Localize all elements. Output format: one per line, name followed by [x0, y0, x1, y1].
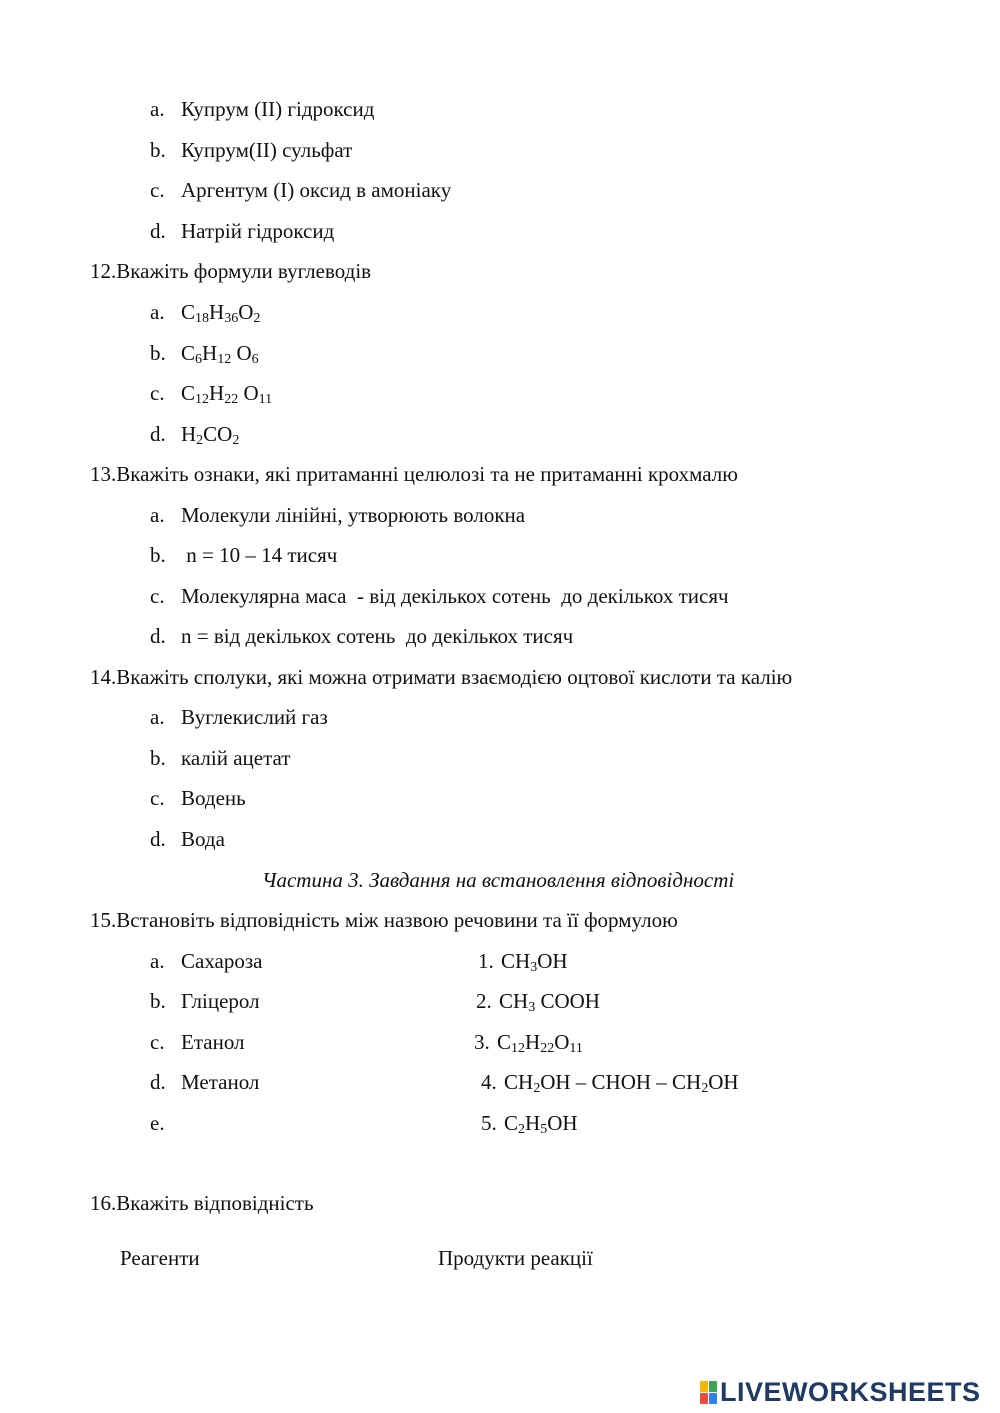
logo-mark-square — [700, 1381, 708, 1392]
formula-subscript: 11 — [569, 1041, 583, 1056]
logo-mark-icon — [700, 1381, 716, 1403]
option-text: Вода — [181, 827, 225, 851]
option-text: Натрій гідроксид — [181, 219, 335, 243]
option-letter: b. — [150, 543, 166, 567]
option-letter: a. — [150, 300, 165, 324]
formula — [499, 989, 600, 1015]
formula-subscript: 2 — [701, 1081, 709, 1096]
formula-subscript: 6 — [195, 352, 203, 367]
q16-column-products: Продукти реакції — [438, 1246, 593, 1270]
formula-number: 3. — [474, 1030, 495, 1054]
formula-subscript: 12 — [511, 1041, 526, 1056]
option-letter: b. — [150, 138, 166, 162]
q12-title: 12.Вкажіть формули вуглеводів — [90, 259, 372, 283]
formula-subscript: 22 — [540, 1041, 555, 1056]
option-letter: d. — [150, 624, 166, 648]
q16-column-reagents: Реагенти — [120, 1246, 200, 1270]
formula-subscript: 18 — [195, 311, 210, 326]
formula-subscript: 22 — [224, 392, 239, 407]
formula-part: OH — [708, 1070, 739, 1094]
formula-number: 2. — [476, 989, 497, 1013]
formula — [497, 1030, 583, 1056]
formula-part: CH — [501, 949, 531, 973]
logo-text: LIVEWORKSHEETS — [720, 1376, 981, 1407]
q16-title: 16.Вкажіть відповідність — [90, 1191, 314, 1215]
formula-part: OH — [547, 1111, 578, 1135]
option-letter: a. — [150, 949, 165, 973]
option-letter: b. — [150, 746, 166, 770]
formula-subscript: 12 — [217, 352, 232, 367]
formula-part: H — [202, 341, 218, 365]
formula — [181, 341, 259, 367]
formula-part: H — [209, 300, 225, 324]
option-letter: e. — [150, 1111, 165, 1135]
option-letter: c. — [150, 786, 165, 810]
formula-part: OH — [537, 949, 568, 973]
option-letter: c. — [150, 1030, 165, 1054]
formula-number: 5. — [481, 1111, 502, 1135]
option-text: Вуглекислий газ — [181, 705, 328, 729]
formula-part: CO — [203, 422, 233, 446]
formula-part: COOH — [535, 989, 600, 1013]
formula-number: 4. — [481, 1070, 502, 1094]
option-text: Молекулярна маса - від декількох сотень до декількох тисяч — [181, 584, 729, 608]
formula-part: H — [209, 381, 225, 405]
part3-heading: Частина 3. Завдання на встановлення відповідності — [262, 868, 735, 892]
formula-subscript: 2 — [518, 1122, 526, 1137]
formula-part: O — [238, 381, 259, 405]
option-text: Водень — [181, 786, 246, 810]
formula-part: C — [504, 1111, 519, 1135]
formula-subscript: 2 — [196, 433, 204, 448]
option-letter: b. — [150, 341, 166, 365]
formula-subscript: 2 — [533, 1081, 541, 1096]
formula-part: O — [231, 341, 252, 365]
option-text: n = від декількох сотень до декількох тисяч — [181, 624, 574, 648]
logo-mark-square — [709, 1393, 717, 1404]
option-letter: c. — [150, 381, 165, 405]
logo-mark-square — [709, 1381, 717, 1392]
formula-number: 1. — [478, 949, 499, 973]
option-letter: d. — [150, 422, 166, 446]
formula-part: H — [525, 1111, 541, 1135]
formula — [501, 949, 568, 975]
option-letter: d. — [150, 1070, 166, 1094]
q15-title: 15.Встановіть відповідність між назвою речовини та її формулою — [90, 908, 678, 932]
formula-part: OH – CHOH – CH — [540, 1070, 702, 1094]
option-text: Купрум (II) гідроксид — [181, 97, 375, 121]
formula-part: O — [554, 1030, 570, 1054]
option-letter: b. — [150, 989, 166, 1013]
q13-title: 13.Вкажіть ознаки, які притаманні целюлозі та не притаманні крохмалю — [90, 462, 738, 486]
formula-part: C — [181, 381, 196, 405]
formula-subscript: 12 — [195, 392, 210, 407]
option-letter: a. — [150, 97, 165, 121]
formula-subscript: 3 — [528, 1000, 536, 1015]
formula-part: C — [181, 300, 196, 324]
option-letter: a. — [150, 705, 165, 729]
formula-part: H — [525, 1030, 541, 1054]
logo-mark-square — [700, 1393, 708, 1404]
formula — [181, 381, 273, 407]
formula-part: O — [238, 300, 254, 324]
formula — [181, 422, 240, 448]
formula-subscript: 2 — [253, 311, 261, 326]
formula-subscript: 2 — [232, 433, 240, 448]
formula — [181, 300, 261, 326]
option-letter: c. — [150, 584, 165, 608]
option-text: калій ацетат — [181, 746, 291, 770]
option-letter: d. — [150, 827, 166, 851]
formula — [504, 1070, 739, 1096]
option-text: Купрум(II) сульфат — [181, 138, 353, 162]
liveworksheets-logo — [700, 1378, 981, 1406]
formula-subscript: 3 — [530, 960, 538, 975]
substance-name: Етанол — [181, 1030, 245, 1054]
substance-name: Метанол — [181, 1070, 260, 1094]
q14-title: 14.Вкажіть сполуки, які можна отримати взаємодією оцтової кислоти та калію — [90, 665, 793, 689]
formula-part: H — [181, 422, 197, 446]
option-letter: c. — [150, 178, 165, 202]
option-letter: d. — [150, 219, 166, 243]
formula-subscript: 6 — [251, 352, 259, 367]
formula-subscript: 11 — [258, 392, 273, 407]
substance-name: Гліцерол — [181, 989, 260, 1013]
option-text: n = 10 – 14 тисяч — [181, 543, 338, 567]
option-text: Молекули лінійні, утворюють волокна — [181, 503, 526, 527]
formula-part: CH — [499, 989, 529, 1013]
formula — [504, 1111, 578, 1137]
option-text: Аргентум (I) оксид в амоніаку — [181, 178, 452, 202]
formula-subscript: 36 — [224, 311, 239, 326]
substance-name: Сахароза — [181, 949, 263, 973]
formula-part: C — [497, 1030, 512, 1054]
option-letter: a. — [150, 503, 165, 527]
formula-part: C — [181, 341, 196, 365]
formula-subscript: 5 — [540, 1122, 548, 1137]
formula-part: CH — [504, 1070, 534, 1094]
